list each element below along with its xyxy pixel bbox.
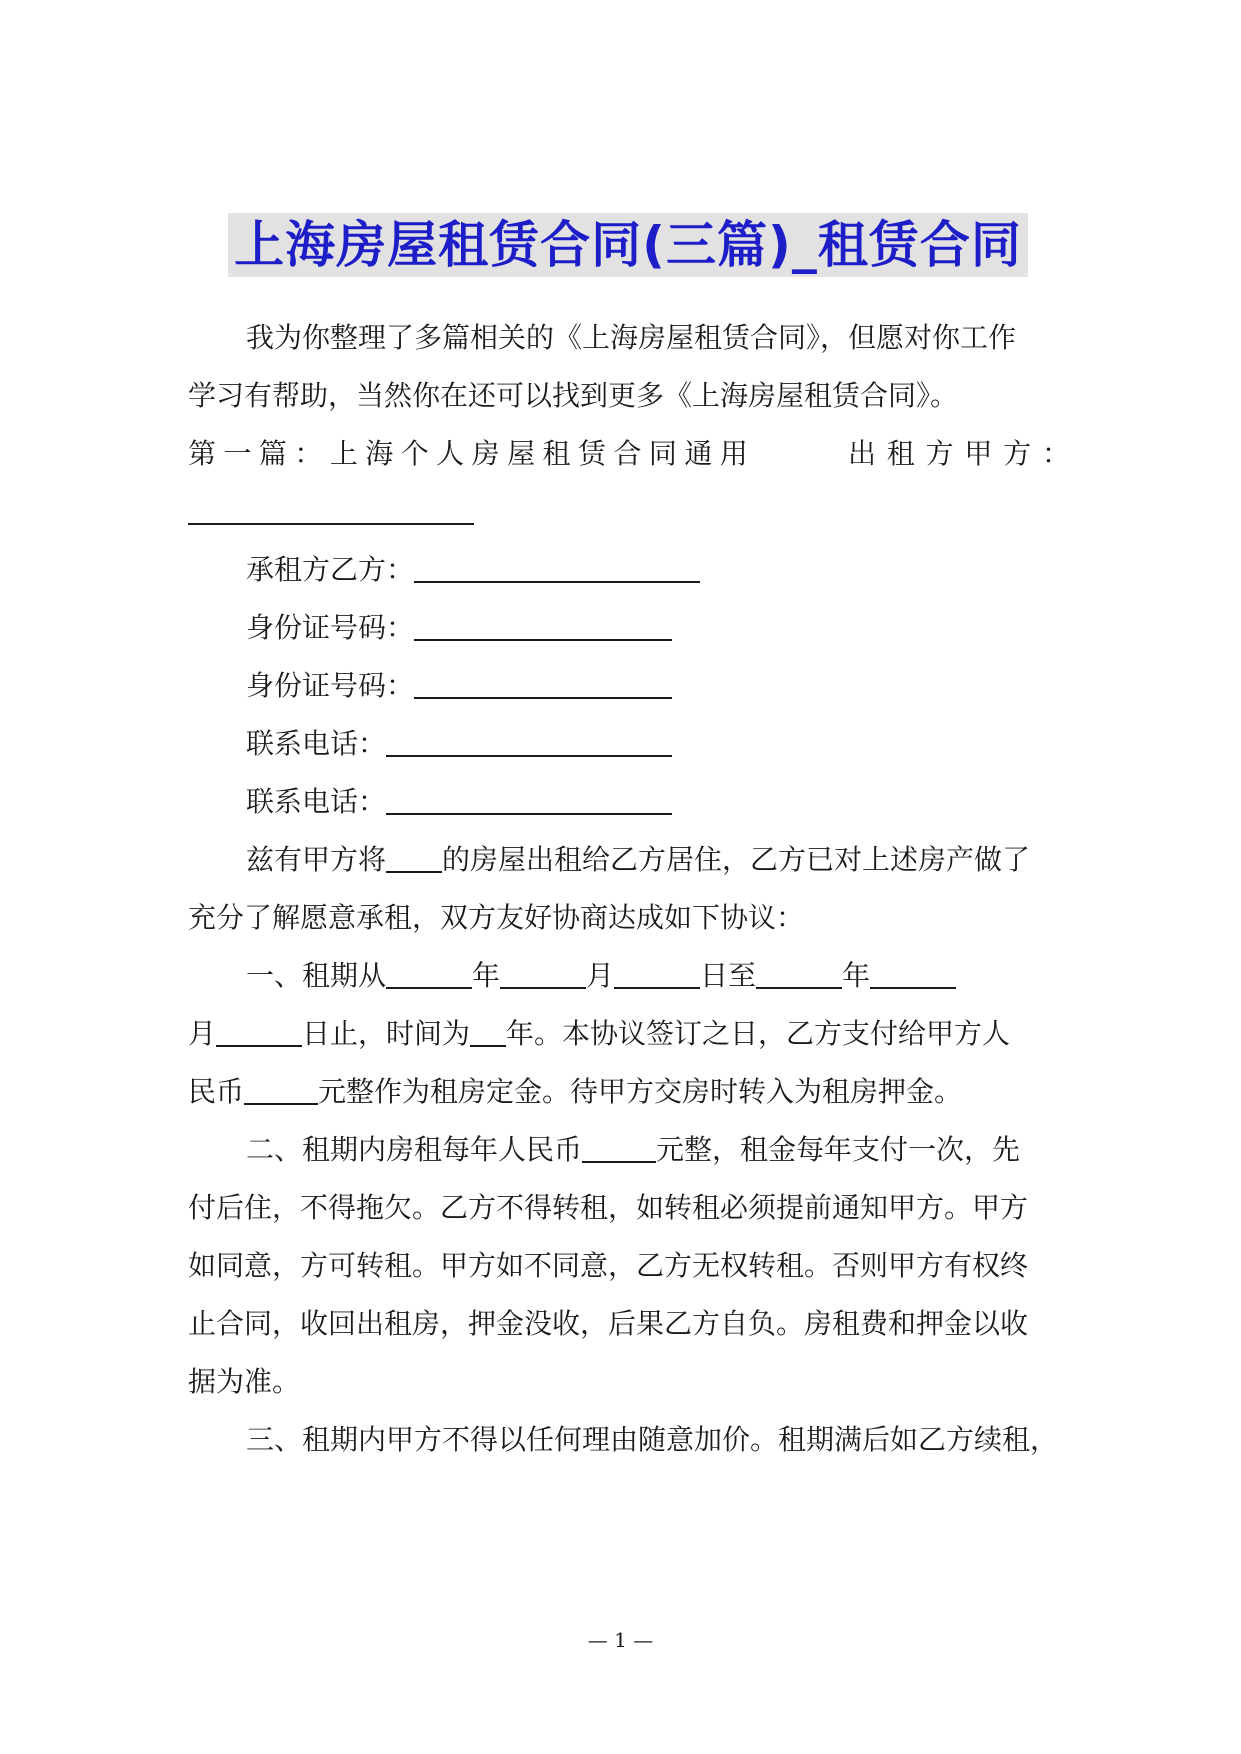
start-day-blank[interactable] (614, 957, 700, 989)
chapter-title (188, 434, 748, 474)
intro-line-1: 我为你整理了多篇相关的《上海房屋租赁合同》，但愿对你工作 (246, 321, 1017, 354)
property-blank[interactable] (386, 841, 442, 873)
end-month-blank[interactable] (870, 957, 956, 989)
clause-2-line-3: 如同意，方可转租。甲方如不同意，乙方无权转租。否则甲方有权终 (188, 1249, 1029, 1282)
lessor-blank[interactable] (188, 493, 474, 525)
lessor-label-char: 方 (925, 437, 954, 470)
lessee-blank[interactable] (414, 551, 700, 583)
lessor-blank-line (188, 492, 1070, 532)
lessor-label-char: ： (1041, 437, 1070, 470)
clause1-prefix: 一、租期从 (246, 959, 387, 992)
clause-2-line-1 (246, 1130, 1070, 1170)
clause1-year: 年 (472, 959, 501, 992)
lessor-label-char: 出 (848, 437, 877, 470)
clause1-year-end: 年。本协议签订之日，乙方支付给甲方人 (506, 1017, 1011, 1050)
chapter-title-char: 上 (329, 437, 358, 470)
clause1-month-2: 月 (188, 1017, 217, 1050)
start-year-blank[interactable] (386, 957, 472, 989)
lessee-field (246, 550, 1070, 590)
chapter-title-char: 同 (648, 437, 677, 470)
chapter-title-char: 篇 (258, 437, 287, 470)
chapter-title-char: 通 (684, 437, 713, 470)
chapter-title-char: 人 (436, 437, 465, 470)
phone-label-2: 联系电话： (246, 785, 387, 818)
document-title: 上海房屋租赁合同(三篇)_租赁合同 (234, 216, 1022, 274)
id-blank-1[interactable] (414, 609, 672, 641)
clause-2-line-5: 据为准。 (188, 1365, 301, 1398)
chapter-title-char: 屋 (507, 437, 536, 470)
lessor-label-char: 租 (886, 437, 915, 470)
phone-field-1 (246, 724, 1070, 764)
clause-1-line-3 (188, 1072, 1070, 1112)
chapter-title-char: 租 (542, 437, 571, 470)
clause1-year-2: 年 (842, 959, 871, 992)
paragraph-1-line-1 (246, 840, 1070, 880)
end-day-blank[interactable] (216, 1015, 302, 1047)
chapter-title-char: 用 (719, 437, 748, 470)
clause2-text-b: 元整，租金每年支付一次，先 (656, 1133, 1021, 1166)
page-number: — 1 — (587, 1628, 654, 1652)
phone-blank-2[interactable] (386, 783, 672, 815)
title-highlight (228, 213, 1028, 277)
clause1-month: 月 (586, 959, 615, 992)
clause2-text-a: 二、租期内房租每年人民币 (246, 1133, 583, 1166)
lessor-label-char: 甲 (964, 437, 993, 470)
chapter-title-char: 第 (188, 437, 217, 470)
clause1-rmb: 民币 (188, 1075, 245, 1108)
lessee-label: 承租方乙方： (246, 553, 415, 586)
clause-1-line-2 (188, 1014, 1070, 1054)
id-field-1 (246, 608, 1070, 648)
annual-rent-blank[interactable] (582, 1131, 656, 1163)
clause1-deposit: 元整作为租房定金。待甲方交房时转入为租房押金。 (318, 1075, 963, 1108)
chapter-title-char: 海 (365, 437, 394, 470)
deposit-blank[interactable] (244, 1073, 318, 1105)
id-blank-2[interactable] (414, 667, 672, 699)
clause1-day-to: 日至 (700, 959, 757, 992)
lessor-label (848, 434, 1070, 474)
chapter-title-char: 赁 (577, 437, 606, 470)
intro-line-2: 学习有帮助，当然你在还可以找到更多《上海房屋租赁合同》。 (188, 379, 959, 412)
para1-text-b: 的房屋出租给乙方居住，乙方已对上述房产做了 (442, 843, 1031, 876)
chapter-title-char: 一 (223, 437, 252, 470)
phone-label-1: 联系电话： (246, 727, 387, 760)
chapter-title-char: 个 (400, 437, 429, 470)
chapter-title-char: 合 (613, 437, 642, 470)
id-label-2: 身份证号码： (246, 669, 415, 702)
clause-2-line-2: 付后住，不得拖欠。乙方不得转租，如转租必须提前通知甲方。甲方 (188, 1191, 1029, 1224)
id-field-2 (246, 666, 1070, 706)
start-month-blank[interactable] (500, 957, 586, 989)
lessor-label-char: 方 (1003, 437, 1032, 470)
clause-1-line-1 (246, 956, 1070, 996)
phone-blank-1[interactable] (386, 725, 672, 757)
id-label-1: 身份证号码： (246, 611, 415, 644)
clause-3-line-1: 三、租期内甲方不得以任何理由随意加价。租期满后如乙方续租， (246, 1423, 1059, 1456)
term-years-blank[interactable] (470, 1015, 506, 1047)
paragraph-1-line-2: 充分了解愿意承租，双方友好协商达成如下协议： (188, 901, 805, 934)
clause1-day-end: 日止，时间为 (302, 1017, 471, 1050)
chapter-title-char: 房 (471, 437, 500, 470)
phone-field-2 (246, 782, 1070, 822)
end-year-blank[interactable] (756, 957, 842, 989)
clause-2-line-4: 止合同，收回出租房，押金没收，后果乙方自负。房租费和押金以收 (188, 1307, 1029, 1340)
chapter-title-char: ： (294, 437, 323, 470)
para1-text-a: 兹有甲方将 (246, 843, 387, 876)
